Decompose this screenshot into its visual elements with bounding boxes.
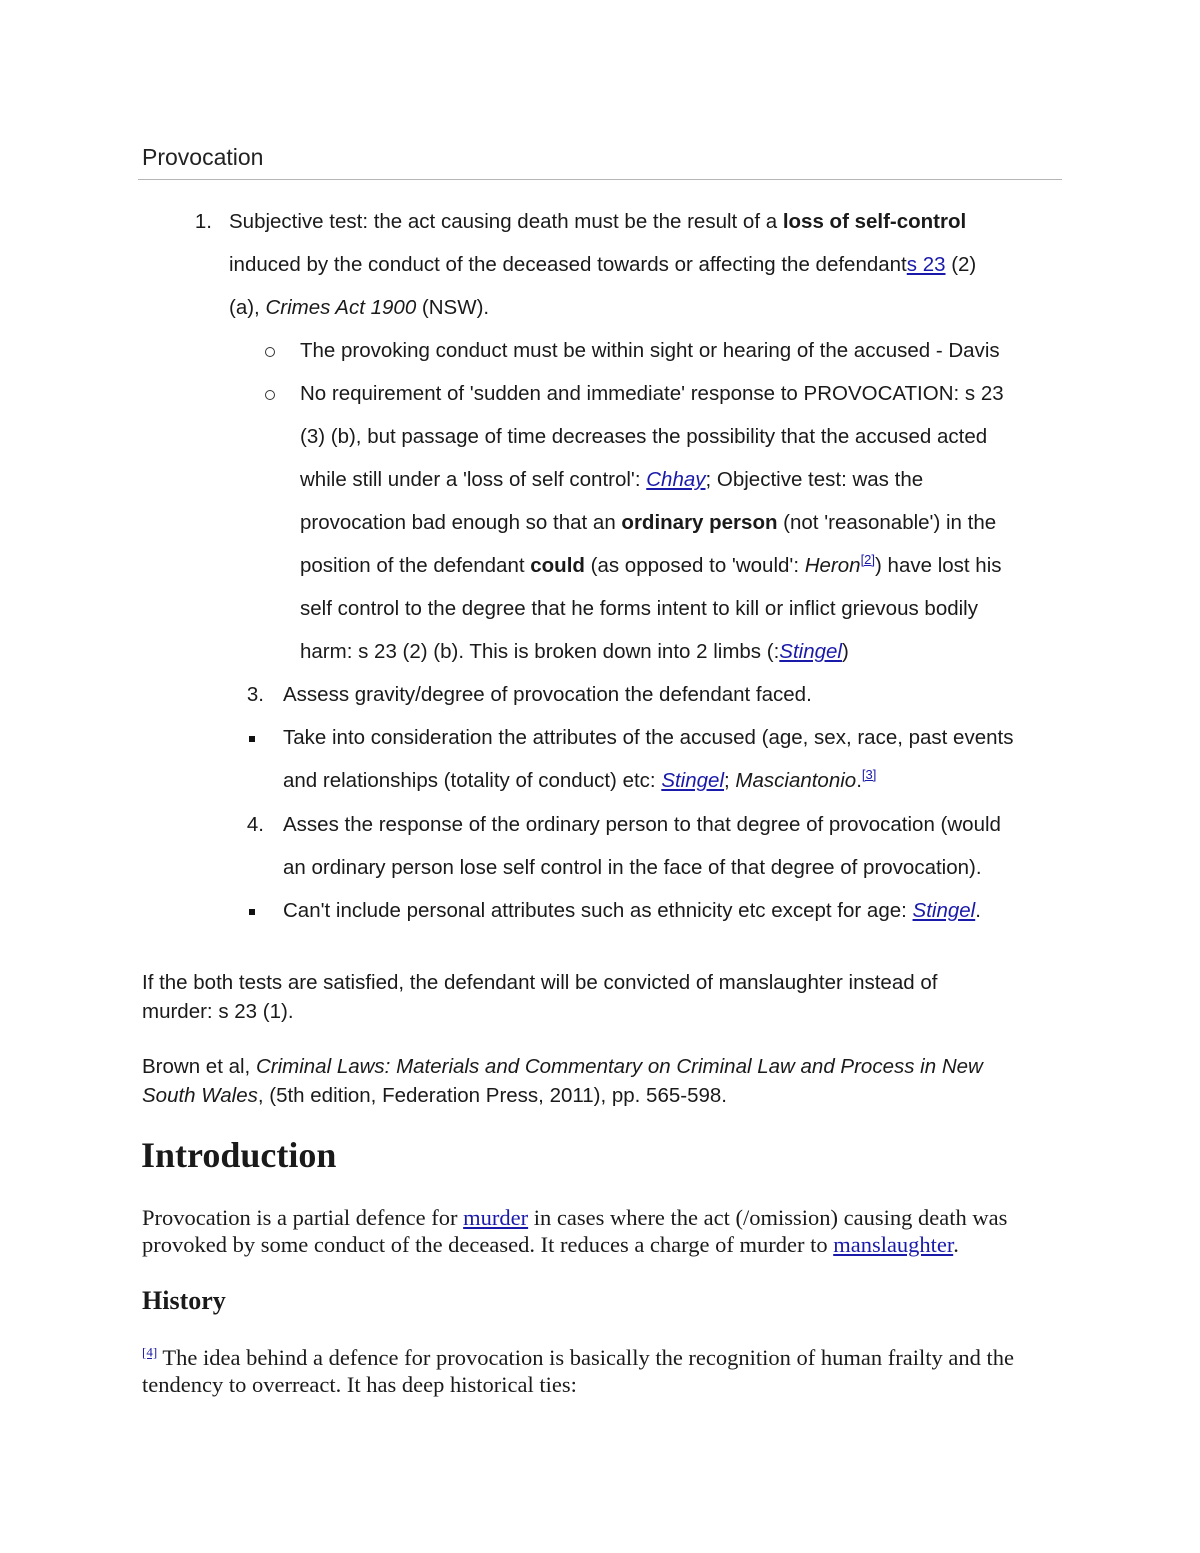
case-link-stingel[interactable]: Stingel	[661, 769, 724, 792]
introduction-heading: Introduction	[141, 1135, 337, 1175]
sub-item-2-line-5: position of the defendant could (as opposed to 'would': Heron[2]) have lost his	[300, 552, 1002, 577]
conclusion-paragraph: If the both tests are satisfied, the defendant will be convicted of manslaughter instead of murder: s 23 (1).	[142, 971, 938, 1023]
case-link-stingel[interactable]: Stingel	[779, 640, 842, 663]
bullet-item-2: Can't include personal attributes such as ethnicity etc except for age: Stingel.	[283, 899, 981, 922]
manslaughter-link[interactable]: manslaughter	[833, 1232, 954, 1257]
footnote-link-3[interactable]: [3]	[861, 767, 877, 783]
list-item-1-line-2: induced by the conduct of the deceased towards or affecting the defendants 23 (2)	[229, 253, 977, 276]
sub-item-2-line-1: No requirement of 'sudden and immediate' response to PROVOCATION: s 23	[300, 382, 1004, 405]
section-link[interactable]: s 23	[906, 253, 946, 276]
sub-item-2-line-2: (3) (b), but passage of time decreases the possibility that the accused acted	[300, 425, 988, 448]
footnote-link-4[interactable]: [4]	[142, 1344, 158, 1360]
list-item-1-line-3: (a), Crimes Act 1900 (NSW).	[229, 296, 490, 319]
case-link-chhay[interactable]: Chhay	[646, 468, 706, 491]
introduction-paragraph: Provocation is a partial defence for murder in cases where the act (/omission) causing death was provoked by some conduct of the deceased. It reduces a charge of murder to manslaughter.	[142, 1205, 1008, 1257]
history-heading: History	[142, 1286, 226, 1315]
footnote-link-2[interactable]: [2]	[860, 552, 876, 568]
sub-item-2-line-6: self control to the degree that he forms intent to kill or inflict grievous bodily	[300, 597, 978, 620]
sub-item-2-line-4: provocation bad enough so that an ordinary person (not 'reasonable') in the	[300, 511, 997, 534]
sub-item-2-line-7: harm: s 23 (2) (b). This is broken down into 2 limbs (:Stingel)	[300, 640, 849, 663]
citation-paragraph: Brown et al, Criminal Laws: Materials and Commentary on Criminal Law and Process in New South Wales, (5th edition, Federation Press, 2011), pp. 565-598.	[142, 1055, 983, 1107]
circle-bullet-icon	[265, 390, 275, 400]
list-item-3: Assess gravity/degree of provocation the defendant faced.	[283, 683, 812, 706]
square-bullet-icon	[249, 736, 255, 742]
case-link-stingel[interactable]: Stingel	[912, 899, 976, 922]
square-bullet-icon	[249, 909, 255, 915]
list-number-4: 4.	[246, 813, 264, 836]
list-item-1-line-1: Subjective test: the act causing death must be the result of a loss of self-control	[229, 210, 967, 233]
list-item-4-line-2: an ordinary person lose self control in the face of that degree of provocation).	[283, 856, 982, 879]
circle-bullet-icon	[265, 347, 275, 357]
sub-item-1: The provoking conduct must be within sight or hearing of the accused - Davis	[300, 339, 1000, 362]
list-number-1: 1.	[194, 210, 212, 233]
history-paragraph: [4] The idea behind a defence for provocation is basically the recognition of human frailty and the tendency to overreact. It has deep historical ties:	[142, 1344, 1014, 1397]
section-heading: Provocation	[142, 144, 264, 170]
bullet-item-1-line-1: Take into consideration the attributes of the accused (age, sex, race, past events	[283, 726, 1014, 749]
bullet-item-1-line-2: and relationships (totality of conduct) etc: Stingel; Masciantonio.[3]	[283, 767, 877, 792]
sub-item-2-line-3: while still under a 'loss of self control': Chhay; Objective test: was the	[300, 468, 924, 491]
murder-link[interactable]: murder	[463, 1205, 529, 1230]
list-number-3: 3.	[246, 683, 264, 706]
heading-divider	[138, 179, 1062, 180]
list-item-4-line-1: Asses the response of the ordinary person to that degree of provocation (would	[283, 813, 1001, 836]
